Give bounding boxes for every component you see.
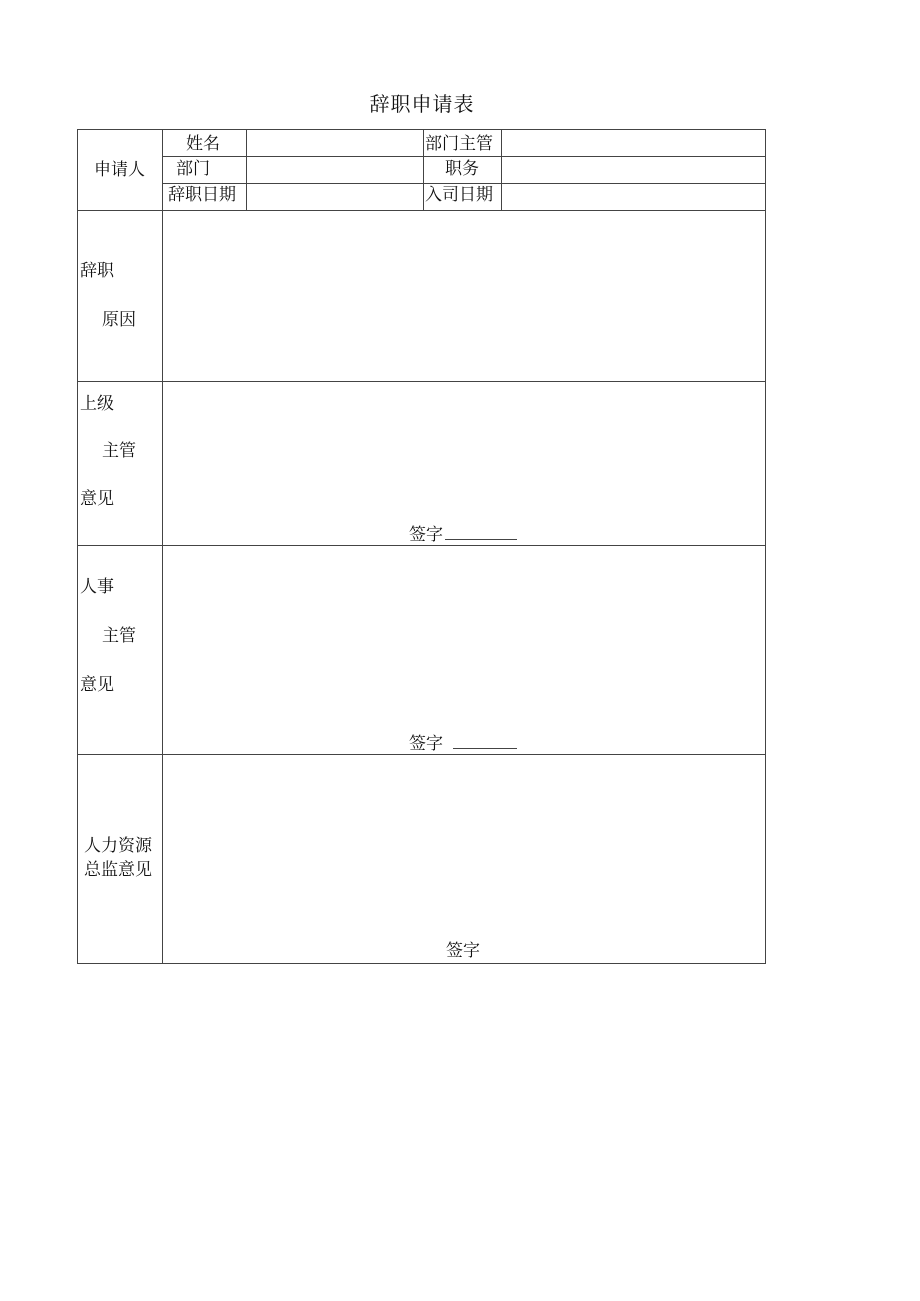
supervisor-opinion-field[interactable] <box>166 385 762 515</box>
section-line-3 <box>78 545 766 546</box>
section-line-1 <box>78 210 766 211</box>
join-date-field[interactable] <box>506 187 761 205</box>
name-field[interactable] <box>250 136 418 154</box>
applicant-divider-2 <box>423 130 424 210</box>
resignation-form <box>77 129 766 964</box>
section-line-2 <box>78 381 766 382</box>
applicant-divider-1 <box>246 130 247 210</box>
supervisor-label-line2: 主管 <box>102 441 136 461</box>
supervisor-label-line1: 上级 <box>80 394 114 414</box>
supervisor-sign-label: 签字 <box>409 525 443 545</box>
hr-manager-label-line3: 意见 <box>80 675 114 695</box>
hr-manager-label-line2: 主管 <box>102 626 136 646</box>
department-label: 部门 <box>176 159 210 179</box>
reason-label-line2: 原因 <box>102 310 136 330</box>
hr-director-signature[interactable] <box>446 943 480 960</box>
hr-director-label-line2: 总监意见 <box>84 860 152 880</box>
reason-label-line1: 辞职 <box>80 261 114 281</box>
position-field[interactable] <box>506 161 761 179</box>
supervisor-sign-line[interactable] <box>445 524 517 540</box>
form-title: 辞职申请表 <box>369 92 475 116</box>
resign-date-label: 辞职日期 <box>168 185 236 205</box>
name-label: 姓名 <box>186 134 220 154</box>
manager-field[interactable] <box>506 136 761 154</box>
hr-manager-sign-line[interactable] <box>453 733 517 749</box>
position-label: 职务 <box>445 159 479 179</box>
hr-manager-sign-label: 签字 <box>409 734 443 754</box>
manager-label: 部门主管 <box>425 134 493 154</box>
hr-director-label-line1: 人力资源 <box>84 836 152 856</box>
label-column-divider <box>162 130 163 964</box>
supervisor-label-line3: 意见 <box>80 489 114 509</box>
applicant-row-line-2 <box>162 183 766 184</box>
hr-director-sign-label: 签字 <box>446 941 480 961</box>
applicant-section-label: 申请人 <box>94 160 145 180</box>
section-line-4 <box>78 754 766 755</box>
hr-manager-opinion-field[interactable] <box>166 549 762 721</box>
department-field[interactable] <box>250 161 418 179</box>
reason-field[interactable] <box>166 214 762 378</box>
supervisor-signature[interactable] <box>409 524 517 544</box>
resign-date-field[interactable] <box>250 187 418 205</box>
hr-director-opinion-field[interactable] <box>166 758 762 934</box>
applicant-row-line-1 <box>162 156 766 157</box>
join-date-label: 入司日期 <box>425 185 493 205</box>
hr-manager-label-line1: 人事 <box>80 577 114 597</box>
hr-manager-signature[interactable] <box>409 733 517 753</box>
applicant-divider-3 <box>501 130 502 210</box>
